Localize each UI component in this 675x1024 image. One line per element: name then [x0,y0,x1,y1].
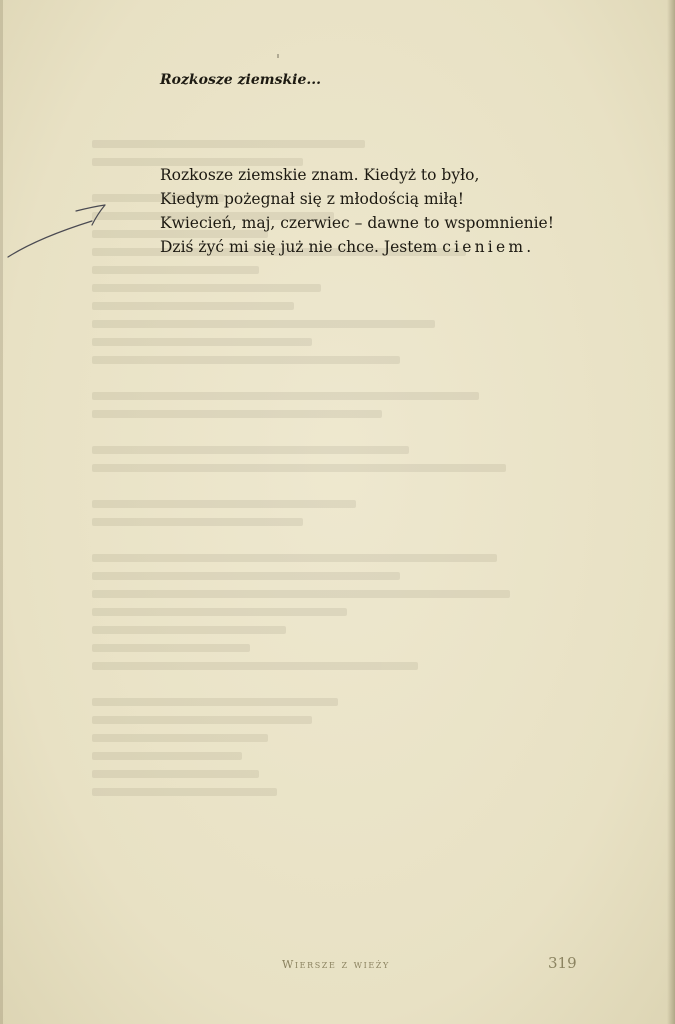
poem-line: Rozkosze ziemskie znam. Kiedyż to było, [160,166,480,184]
poem-line-punctuation: . [526,238,532,256]
page-edge-right [667,0,675,1024]
poem-line: Kiedym pożegnał się z młodością miłą! [160,190,465,208]
poem-title: Rozkosze ziemskie... [160,72,321,88]
running-title: Wiersze z wieży [282,958,390,971]
poem-line: Kwiecień, maj, czerwiec – dawne to wspomnienie! [160,214,554,232]
poem-line-text: Dziś żyć mi się już nie chce. Jestem [160,238,443,256]
poem-line-last [160,235,554,259]
page-edge-left [0,0,3,1024]
pencil-arrow-icon [0,195,115,265]
emphasized-word: cieniem [442,238,527,256]
pencil-mark [277,54,279,58]
poem-stanza [160,163,554,259]
page-number: 319 [548,954,577,972]
